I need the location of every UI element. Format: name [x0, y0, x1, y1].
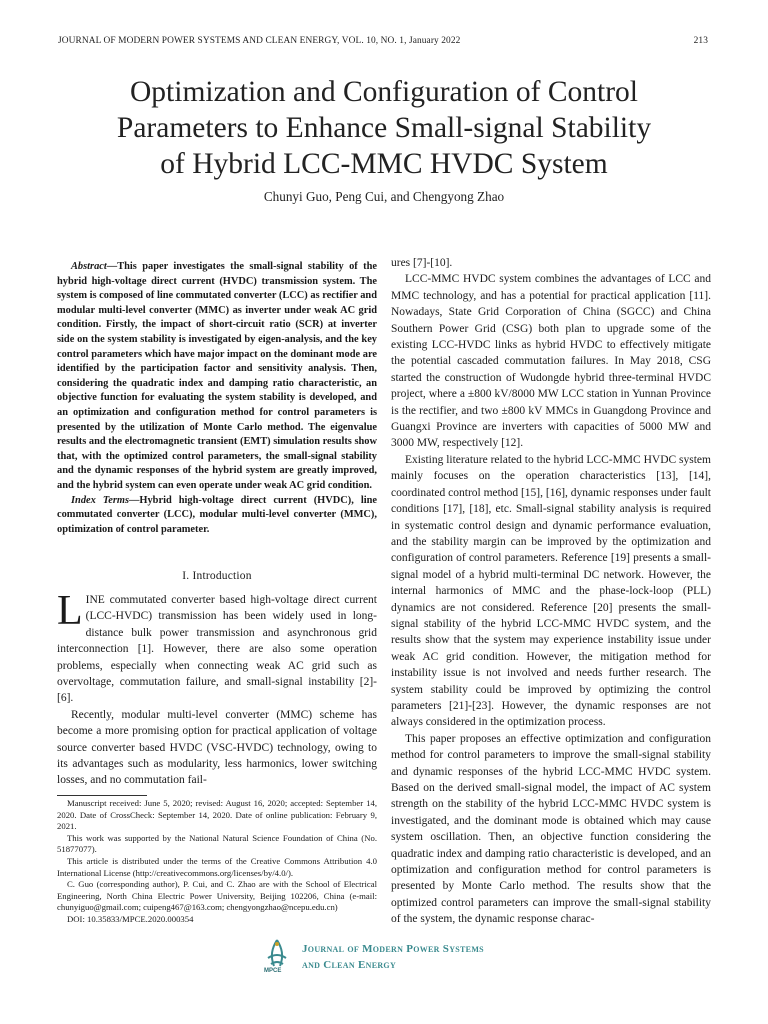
right-column: [391, 255, 711, 928]
right-paragraph-1: ures [7]-[10].: [391, 257, 453, 269]
footnote-license: This article is distributed under the terms of the Creative Commons Attribution 4.0 International License (http://creativecommons.org/licenses/by/4.0/).: [57, 855, 377, 878]
logo-line-2: and Clean Energy: [302, 959, 397, 971]
paper-title: [60, 74, 708, 182]
right-paragraph-2: LCC-MMC HVDC system combines the advantages of LCC and MMC technology, and has a potential for practical application [11]. Nowadays, State Grid Corporation of China (SGCC) and China Southern Power Grid (CSG) both plan to upgrade some of the existing LCC-HVDC links as hybrid HVDC to effectively mitigate the potential cascaded commutation failures. In May 2018, CSG started the construction of Wudongde hybrid three-terminal HVDC project, where a ±800 kV/8000 MW LCC station in Yunnan Province is the rectifier, and two ±800 kV MMCs in Guangdong Province and Guangxi Province are inverters with capacities of 5000 MW and 3000 MW, respectively [12].: [391, 273, 711, 450]
intro-p1-text: INE commutated converter based high-voltage direct current (LCC-HVDC) transmission has been widely used in long-distance bulk power transmission and asynchronous grid interconnection [1]. However, there are also some operation problems, especially when connecting weak AC grid such as overvoltage, commutation failure, and small-signal instability [2]-[6].: [57, 594, 377, 705]
abstract: [57, 260, 377, 494]
title-line-3: of Hybrid LCC-MMC HVDC System: [160, 148, 608, 180]
footnotes: [57, 798, 377, 926]
drop-cap: L: [57, 588, 83, 634]
footnote-rule: [57, 795, 147, 796]
title-line-2: Parameters to Enhance Small-signal Stability: [116, 112, 652, 144]
abstract-label: Abstract: [71, 261, 107, 272]
footnote-authors: C. Guo (corresponding author), P. Cui, and C. Zhao are with the School of Electrical Engineering, North China Electric Power University, Beijing 102206, China (e-mail: chunyiguo@gmail.com; cuipeng467@163.com; chengyongzhao@ncepu.edu.cn): [57, 879, 377, 913]
abstract-text: —This paper investigates the small-signal stability of the hybrid high-voltage direct current (HVDC) transmission system. The system is composed of line commutated converter (LCC) as rectifier and modular multi-level converter (MMC) as inverter under weak AC grid condition. Firstly, the impact of short-circuit ratio (SCR) at inverter side on the system stability is investigated by eigen-analysis, and the key control parameters which have major impact on the dominant mode are identified by the participation factor and sensitivity analysis. Then, considering the quadratic index and damping ratio characteristic, an objective function for evaluating the system stability is developed, and an optimization and configuration method for control parameters is presented by the utilization of Monte Carlo method. The eigenvalue results and the electromagnetic transient (EMT) simulation results show that, with the optimized control parameters, the small-signal stability and the dynamic responses of the hybrid system are greatly improved, and the hybrid system can even operate under weak AC grid condition.: [57, 261, 377, 491]
logo-line-1: Journal of Modern Power Systems: [302, 943, 484, 955]
index-terms-text: —Hybrid high-voltage direct current (HVDC), line commutated converter (LCC), modular multi-level converter (MMC), optimization of control parameter.: [57, 494, 377, 535]
journal-logo: [262, 938, 514, 978]
footnote-doi: DOI: 10.35833/MPCE.2020.000354: [67, 913, 194, 924]
right-paragraph-3: Existing literature related to the hybrid LCC-MMC HVDC system mainly focuses on the operation characteristics [13], [14], coordinated control method [15], [16], dynamic responses under fault conditions [17], [18], etc. Small-signal stability analysis is required in systematic control design and dynamic performance evaluation, and the stability margin can be improved by the optimization and configuration of control parameters. Reference [19] presents a small-signal model of a hybrid multi-terminal DC network. However, the internal harmonics of MMC and the phase-lock-loop (PLL) dynamics are not considered. Reference [20] presents the small-signal stability of the hybrid LCC-MMC HVDC system, and the results show that the system may experience instability issue under weak AC grid condition. However, the mitigation method for instability issue is not involved and needs further research. The system stability could be improved by optimizing the control parameters [21]-[23]. However, the dynamic responses are not always considered in the optimization process.: [391, 453, 711, 729]
intro-paragraph-2: Recently, modular multi-level converter (MMC) scheme has become a more promising option for practical application of voltage source converter based HVDC (VSC-HVDC) technology, owing to its advantages such as modularity, less harmonics, lower switching losses, and no commutation fail-: [57, 708, 377, 787]
intro-paragraph-1: [57, 588, 377, 707]
authors: Chunyi Guo, Peng Cui, and Chengyong Zhao: [263, 189, 505, 204]
right-paragraph-4: This paper proposes an effective optimization and configuration method for control parameters to improve the small-signal stability and dynamic responses of the hybrid LCC-MMC HVDC system. Based on the derived small-signal model, the impact of AC system strength on the stability of the hybrid LCC-MMC HVDC system is investigated, and the dominant mode is obtained which may cause system oscillation. Then, an objective function considering the quadratic index and damping ratio characteristic is developed, and an optimization and configuration method for control parameters is presented by Monte Carlo method. The results show that the optimized control parameters can improve the small-signal stability of the system, the dynamic response charac-: [391, 732, 711, 926]
footnote-funding: This work was supported by the National Natural Science Foundation of China (No. 51877077).: [57, 832, 377, 855]
index-terms-label: Index Terms: [71, 494, 130, 506]
left-column-front: [57, 260, 377, 537]
index-terms: [57, 494, 377, 538]
title-line-1: Optimization and Configuration of Control: [130, 76, 638, 108]
page-number: 213: [693, 36, 708, 46]
logo-mark-text: MPCE: [264, 968, 282, 974]
journal-header: JOURNAL OF MODERN POWER SYSTEMS AND CLEAN ENERGY, VOL. 10, NO. 1, January 2022: [58, 36, 461, 46]
introduction: [57, 588, 377, 789]
logo-name: [302, 941, 484, 973]
footnote-received: Manuscript received: June 5, 2020; revised: August 16, 2020; accepted: September 14, 2020. Date of CrossCheck: September 14, 2020. Date of online publication: February 9, 2021.: [57, 798, 377, 832]
section-heading: I. Introduction: [182, 570, 252, 582]
